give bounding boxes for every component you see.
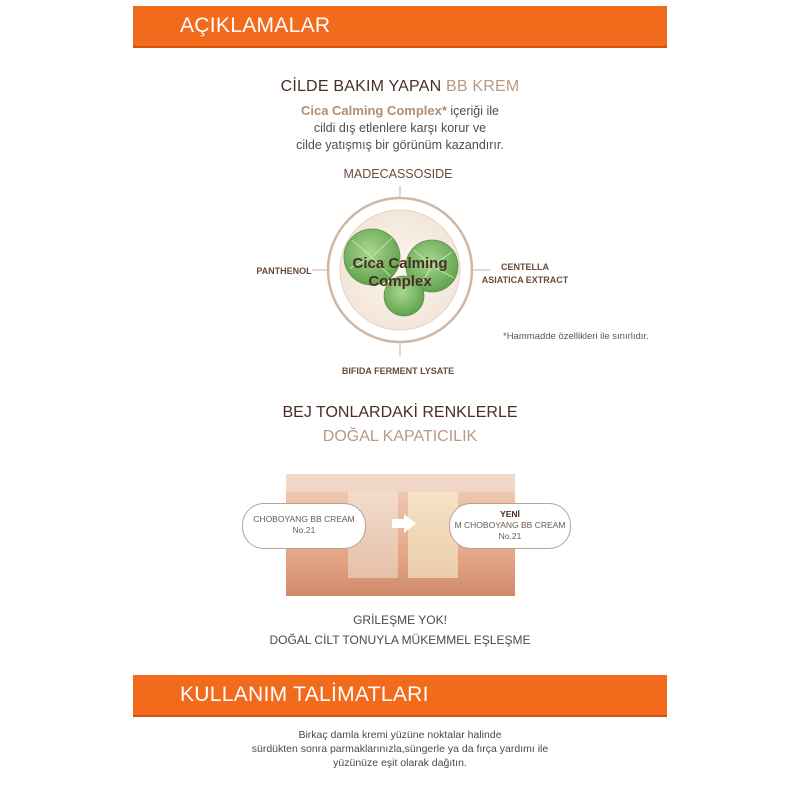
callout-new-product	[449, 503, 571, 549]
ingredient-bottom: BIFIDA FERMENT LYSATE	[341, 366, 455, 376]
callout-old-product	[242, 503, 366, 549]
intro-highlight: Cica Calming Complex*	[300, 103, 447, 118]
coverage-title-line1: BEJ TONLARDAKİ RENKLERLE	[282, 404, 518, 421]
section-header-kullanim	[133, 675, 667, 717]
center-label-line2: Complex	[368, 273, 432, 290]
section-header-title: KULLANIM TALİMATLARI	[180, 683, 429, 706]
old-product-name: CHOBOYANG BB CREAM	[253, 514, 355, 524]
result-line1: GRİLEŞME YOK!	[353, 613, 447, 627]
coverage-title-line2: DOĞAL KAPATICILIK	[322, 428, 478, 445]
old-product-shade: No.21	[292, 525, 316, 535]
intro-line2: cildi dış etlenlere karşı korur ve	[313, 121, 487, 135]
center-label-line1: Cica Calming	[352, 255, 448, 272]
intro-line3: cilde yatışmış bir görünüm kazandırır.	[296, 138, 504, 152]
intro-title-main: CİLDE BAKIM YAPAN	[280, 78, 442, 95]
ingredient-left: PANTHENOL	[256, 266, 312, 276]
ingredient-right-line2: ASIATICA EXTRACT	[481, 275, 569, 285]
result-text	[0, 610, 800, 650]
usage-line2: sürdükten sonra parmaklarınızla,süngerle ya da fırça yardımı ile	[251, 743, 549, 755]
footnote: *Hammadde özellikleri ile sınırlıdır.	[503, 331, 649, 342]
new-product-name: M CHOBOYANG BB CREAM	[454, 520, 566, 530]
new-product-shade: No.21	[498, 531, 522, 541]
ingredient-right-line1: CENTELLA	[501, 262, 549, 272]
usage-instructions	[0, 728, 800, 770]
new-badge: YENİ	[500, 509, 520, 519]
usage-line3: yüzünüze eşit olarak dağıtın.	[333, 757, 467, 769]
section-header-title: AÇIKLAMALAR	[180, 14, 331, 37]
ingredient-top: MADECASSOSIDE	[343, 167, 453, 181]
result-line2: DOĞAL CİLT TONUYLA MÜKEMMEL EŞLEŞME	[269, 633, 531, 647]
intro-line1: içeriği ile	[446, 104, 500, 118]
intro-title-accent: BB KREM	[446, 78, 520, 95]
usage-line1: Birkaç damla kremi yüzüne noktalar halinde	[298, 729, 502, 741]
